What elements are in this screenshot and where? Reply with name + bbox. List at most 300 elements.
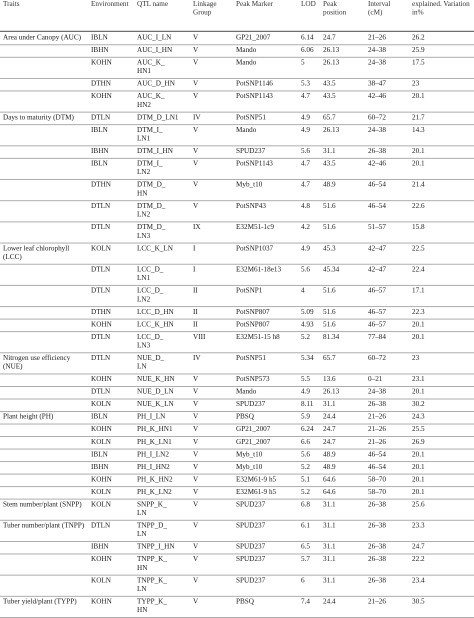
cell-lod: 5.6 — [301, 450, 310, 459]
table-row — [0, 575, 474, 596]
cell-peak: 48.9 — [323, 463, 336, 471]
table-row — [0, 449, 474, 462]
table-row — [0, 520, 474, 541]
cell-lod: 5.2 — [301, 463, 310, 471]
table-row — [0, 44, 474, 57]
cell-marker: PotSNP807 — [236, 320, 270, 329]
cell-var: 17.1 — [412, 286, 425, 295]
cell-env: KOLN — [91, 500, 111, 509]
cell-marker: PotSNP1037 — [236, 244, 274, 253]
cell-trait: Days to maturity (DTM) — [3, 113, 74, 122]
cell-interval: 42–46 — [368, 92, 386, 101]
cell-lg: VIII — [193, 333, 206, 341]
cell-interval: 24–38 — [368, 387, 386, 396]
cell-lg: V — [193, 400, 199, 409]
cell-lg: V — [193, 450, 199, 459]
cell-lg: V — [193, 597, 199, 606]
table-row — [0, 553, 474, 574]
cell-peak: 31.1 — [323, 147, 336, 155]
cell-qtl: AUC_I_HN — [137, 46, 173, 54]
cell-marker: PotSNP807 — [236, 308, 270, 316]
cell-lg: V — [193, 202, 199, 210]
cell-var: 21.7 — [412, 113, 425, 122]
cell-interval: 38–47 — [368, 79, 386, 88]
table-row — [0, 386, 474, 399]
cell-qtl: AUC_I_LN — [137, 33, 172, 42]
cell-lg: V — [193, 46, 199, 54]
cell-interval: 26–38 — [368, 555, 386, 564]
cell-lod: 5 — [301, 58, 305, 67]
cell-lod: 5.09 — [301, 308, 314, 316]
cell-qtl: LCC_D_ LN2 — [137, 286, 164, 304]
cell-trait: Stem number/plant (SNPP) — [3, 500, 82, 509]
cell-peak: 26.13 — [323, 46, 340, 54]
cell-marker: PotSNP51 — [236, 113, 266, 122]
cell-peak: 26.13 — [323, 58, 340, 67]
cell-qtl: PH_K_LN2 — [137, 488, 172, 496]
cell-var: 20.1 — [412, 333, 425, 341]
cell-marker: PBSQ — [236, 597, 254, 606]
cell-marker: PBSQ — [236, 412, 254, 421]
cell-env: IBLN — [91, 126, 108, 134]
cell-var: 20.1 — [412, 387, 425, 396]
cell-lod: 6.24 — [301, 425, 314, 434]
cell-env: KOLN — [91, 400, 111, 409]
cell-peak: 13.6 — [323, 375, 336, 384]
cell-interval: 26–38 — [368, 147, 386, 155]
cell-env: DTHN — [91, 308, 111, 316]
cell-peak: 51.6 — [323, 320, 336, 329]
cell-var: 25.9 — [412, 46, 425, 54]
cell-marker: E32M61-9 h5 — [236, 488, 277, 496]
cell-marker: SPUD237 — [236, 400, 266, 409]
cell-qtl: DTM_D_LN1 — [137, 113, 179, 122]
cell-lod: 7.4 — [301, 597, 310, 606]
cell-interval: 42–47 — [368, 244, 386, 253]
cell-peak: 24.4 — [323, 412, 336, 421]
cell-env: KOLN — [91, 244, 111, 253]
cell-peak: 45.3 — [323, 244, 336, 253]
cell-interval: 26–38 — [368, 400, 386, 409]
cell-env: IBHN — [91, 147, 109, 155]
cell-qtl: TYPP_K_ HN — [137, 597, 167, 615]
cell-lg: V — [193, 500, 199, 509]
cell-lg: II — [193, 320, 198, 329]
cell-env: DTLN — [91, 387, 111, 396]
table-row — [0, 78, 474, 91]
cell-env: KOHN — [91, 475, 112, 484]
table-row — [0, 486, 474, 499]
cell-qtl: TNPP_I_HN — [137, 542, 175, 551]
cell-var: 20.1 — [412, 450, 425, 459]
cell-lod: 6.14 — [301, 33, 314, 42]
table-row — [0, 264, 474, 285]
cell-peak: 26.13 — [323, 126, 340, 134]
cell-qtl: TNPP_K_ LN — [137, 576, 167, 593]
cell-interval: 58–70 — [368, 475, 386, 484]
cell-env: KOHN — [91, 597, 112, 606]
cell-env: KOHN — [91, 92, 112, 101]
cell-lg: V — [193, 463, 199, 471]
cell-var: 14.3 — [412, 126, 425, 134]
column-header-marker: Peak Marker — [236, 0, 273, 8]
cell-var: 22.4 — [412, 265, 425, 274]
cell-interval: 46–57 — [368, 308, 386, 316]
cell-lg: IV — [193, 113, 201, 122]
cell-env: DTLN — [91, 202, 111, 210]
cell-marker: SPUD237 — [236, 500, 266, 509]
table-row — [0, 145, 474, 158]
cell-peak: 43.5 — [323, 79, 336, 88]
table-row — [0, 306, 474, 319]
cell-lod: 4.93 — [301, 320, 314, 329]
table-row — [0, 57, 474, 78]
table-row — [0, 285, 474, 306]
cell-var: 25.6 — [412, 500, 425, 509]
table-row — [0, 436, 474, 449]
cell-qtl: PH_I_LN2 — [137, 450, 169, 459]
cell-interval: 24–38 — [368, 126, 386, 134]
cell-env: IBLN — [91, 159, 108, 168]
cell-lod: 8.11 — [301, 400, 314, 409]
cell-var: 23.4 — [412, 576, 425, 585]
cell-marker: E32M61-9 h5 — [236, 475, 277, 484]
cell-var: 22.2 — [412, 555, 425, 564]
cell-lod: 5.34 — [301, 354, 314, 362]
cell-env: IBLN — [91, 450, 108, 459]
cell-marker: E32M51-15 h8 — [236, 333, 280, 341]
cell-qtl: LCC_K_LN — [137, 244, 173, 253]
cell-peak: 45.34 — [323, 265, 340, 274]
cell-qtl: PH_K_HN2 — [137, 475, 173, 484]
table-header — [0, 0, 474, 32]
cell-interval: 60–72 — [368, 113, 386, 122]
cell-interval: 46–54 — [368, 180, 386, 189]
cell-lod: 5.3 — [301, 79, 310, 88]
cell-peak: 24.4 — [323, 597, 336, 606]
cell-peak: 31.1 — [323, 400, 336, 409]
cell-lg: II — [193, 286, 198, 295]
cell-trait: Nitrogen use efficiency (NUE) — [3, 354, 71, 371]
cell-qtl: TNPP_K_ HN — [137, 555, 167, 572]
cell-qtl: PH_K_LN1 — [137, 437, 172, 446]
cell-marker: SPUD237 — [236, 542, 266, 551]
cell-lg: I — [193, 244, 196, 253]
cell-var: 30.5 — [412, 597, 425, 606]
cell-lg: V — [193, 521, 199, 530]
cell-var: 26.9 — [412, 437, 425, 446]
table-row — [0, 319, 474, 332]
column-header-interval: Interval (cM) — [368, 0, 391, 17]
cell-marker: E32M51-1c9 — [236, 223, 274, 232]
cell-marker: GP21_2007 — [236, 425, 271, 434]
table-row — [0, 221, 474, 242]
cell-interval: 46–57 — [368, 320, 386, 329]
cell-env: KOHN — [91, 320, 112, 329]
table-row — [0, 200, 474, 221]
cell-interval: 26–38 — [368, 576, 386, 585]
cell-qtl: TNPP_D_ LN — [137, 521, 167, 539]
cell-marker: PotSNP1146 — [236, 79, 273, 88]
cell-var: 23.3 — [412, 521, 425, 530]
cell-lod: 4.8 — [301, 202, 310, 210]
column-header-trait: Traits — [3, 0, 20, 8]
cell-peak: 81.34 — [323, 333, 340, 341]
cell-env: DTHN — [91, 79, 111, 88]
cell-marker: SPUD237 — [236, 555, 266, 564]
cell-interval: 21–26 — [368, 33, 386, 42]
cell-qtl: AUC_D_HN — [137, 79, 175, 88]
cell-env: DTHN — [91, 180, 111, 189]
cell-peak: 51.6 — [323, 308, 336, 316]
cell-var: 20.1 — [412, 159, 425, 168]
cell-trait: Lower leaf chlorophyll (LCC) — [3, 244, 70, 261]
cell-lod: 4.9 — [301, 126, 310, 134]
cell-interval: 21–26 — [368, 425, 386, 434]
cell-qtl: DTM_I_HN — [137, 147, 173, 155]
cell-var: 20.1 — [412, 475, 425, 484]
column-header-lod: LOD — [301, 0, 316, 8]
cell-var: 30.2 — [412, 400, 425, 409]
cell-lg: V — [193, 555, 199, 564]
cell-qtl: DTM_D_ HN — [137, 180, 166, 198]
cell-lg: V — [193, 79, 199, 88]
cell-lg: V — [193, 147, 199, 155]
cell-peak: 24.7 — [323, 437, 336, 446]
cell-qtl: DTM_D_ LN3 — [137, 223, 166, 240]
cell-marker: SPUD237 — [236, 576, 266, 585]
cell-lod: 4.7 — [301, 92, 310, 101]
table-row — [0, 596, 474, 617]
column-header-env: Environment — [91, 0, 129, 8]
cell-lod: 6.5 — [301, 542, 310, 551]
cell-lod: 6.6 — [301, 437, 310, 446]
cell-lg: V — [193, 375, 199, 384]
cell-env: IBHN — [91, 46, 109, 54]
cell-lg: II — [193, 308, 198, 316]
cell-marker: PotSNP1143 — [236, 92, 273, 101]
cell-lod: 4.2 — [301, 223, 310, 232]
cell-var: 23.1 — [412, 375, 425, 384]
cell-var: 22.5 — [412, 244, 425, 253]
cell-marker: Myb_t10 — [236, 463, 263, 471]
table-row — [0, 411, 474, 424]
cell-lod: 6.06 — [301, 46, 314, 54]
table-row — [0, 399, 474, 412]
cell-lod: 5.9 — [301, 412, 310, 421]
cell-lod: 4.7 — [301, 159, 310, 168]
cell-var: 17.5 — [412, 58, 425, 67]
cell-interval: 26–38 — [368, 542, 386, 551]
cell-peak: 31.1 — [323, 576, 336, 585]
column-header-var: explained. Variation in% — [412, 0, 470, 17]
cell-marker: PotSNP51 — [236, 354, 266, 362]
cell-var: 20.1 — [412, 320, 425, 329]
cell-interval: 58–70 — [368, 488, 386, 496]
cell-trait: Area under Canopy (AUC) — [3, 33, 82, 42]
cell-lg: V — [193, 92, 199, 101]
table-row — [0, 499, 474, 520]
cell-trait: Plant height (PH) — [3, 412, 54, 421]
cell-peak: 31.1 — [323, 500, 336, 509]
table-row — [0, 90, 474, 111]
cell-lg: IX — [193, 223, 201, 232]
cell-env: DTLN — [91, 113, 111, 122]
cell-lod: 4.7 — [301, 180, 310, 189]
cell-env: DTLN — [91, 333, 111, 341]
table-row — [0, 352, 474, 373]
cell-var: 20.1 — [412, 92, 425, 101]
cell-interval: 46–54 — [368, 202, 386, 210]
cell-lg: V — [193, 33, 199, 42]
cell-lg: I — [193, 265, 196, 274]
cell-lod: 5.1 — [301, 475, 310, 484]
cell-peak: 43.5 — [323, 159, 336, 168]
cell-qtl: LCC_D_ LN1 — [137, 265, 164, 283]
cell-interval: 0–21 — [368, 375, 383, 384]
cell-peak: 51.6 — [323, 223, 336, 232]
cell-qtl: AUC_K_ HN1 — [137, 58, 165, 76]
cell-env: IBHN — [91, 542, 109, 551]
cell-marker: SPUD237 — [236, 521, 266, 530]
cell-lg: V — [193, 475, 199, 484]
cell-peak: 64.6 — [323, 475, 336, 484]
cell-peak: 31.1 — [323, 555, 336, 564]
column-header-lg: Linkage Group — [193, 0, 217, 17]
cell-interval: 46–54 — [368, 463, 386, 471]
cell-env: KOHN — [91, 425, 112, 434]
cell-lod: 4.9 — [301, 113, 310, 122]
cell-lg: V — [193, 542, 199, 551]
cell-interval: 46–57 — [368, 286, 386, 295]
cell-interval: 42–46 — [368, 159, 386, 168]
cell-lod: 5.5 — [301, 375, 310, 384]
cell-interval: 21–26 — [368, 597, 386, 606]
cell-marker: Mando — [236, 387, 257, 396]
cell-marker: PotSNP573 — [236, 375, 270, 384]
cell-env: DTLN — [91, 521, 111, 530]
cell-trait: Tuber yield/plant (TYPP) — [3, 597, 77, 606]
cell-marker: SPUD237 — [236, 147, 266, 155]
cell-lod: 5.6 — [301, 265, 310, 274]
cell-lod: 5.2 — [301, 488, 310, 496]
table-row — [0, 541, 474, 554]
cell-var: 20.1 — [412, 463, 425, 471]
cell-qtl: PH_K_HN1 — [137, 425, 173, 434]
cell-lg: V — [193, 159, 199, 168]
cell-marker: Mando — [236, 58, 257, 67]
cell-lg: V — [193, 437, 199, 446]
cell-interval: 77–84 — [368, 333, 386, 341]
cell-env: KOLN — [91, 437, 111, 446]
cell-var: 24.3 — [412, 412, 425, 421]
cell-marker: GP21_2007 — [236, 437, 271, 446]
cell-lg: V — [193, 576, 199, 585]
cell-var: 20.1 — [412, 147, 425, 155]
cell-qtl: DTM_I_ LN1 — [137, 126, 163, 143]
table-row — [0, 424, 474, 437]
cell-qtl: NUE_K_LN — [137, 400, 174, 409]
cell-peak: 48.9 — [323, 180, 336, 189]
cell-env: KOHN — [91, 555, 112, 564]
cell-var: 24.7 — [412, 542, 425, 551]
cell-lg: V — [193, 58, 199, 67]
column-header-peak: Peak position — [323, 0, 347, 17]
cell-env: DTLN — [91, 223, 111, 232]
cell-peak: 64.6 — [323, 488, 336, 496]
cell-qtl: LCC_K_HN — [137, 320, 174, 329]
cell-qtl: NUE_D_LN — [137, 387, 174, 396]
cell-lg: V — [193, 180, 199, 189]
cell-interval: 24–38 — [368, 58, 386, 67]
cell-env: KOLN — [91, 576, 111, 585]
table-row — [0, 124, 474, 145]
cell-lod: 6 — [301, 576, 305, 585]
cell-interval: 46–54 — [368, 450, 386, 459]
cell-lg: V — [193, 126, 199, 134]
table-row — [0, 461, 474, 474]
cell-interval: 21–26 — [368, 412, 386, 421]
cell-var: 22.3 — [412, 308, 425, 316]
table-row — [0, 331, 474, 352]
cell-lod: 4 — [301, 286, 305, 295]
cell-marker: PotSNP1 — [236, 286, 263, 295]
cell-marker: Mando — [236, 126, 257, 134]
cell-env: IBLN — [91, 33, 108, 42]
cell-var: 22.6 — [412, 202, 425, 210]
cell-qtl: PH_I_LN — [137, 412, 166, 421]
cell-env: DTLN — [91, 354, 111, 362]
cell-peak: 65.7 — [323, 354, 336, 362]
table-row — [0, 179, 474, 200]
cell-lod: 6.8 — [301, 500, 310, 509]
cell-marker: PotSNP43 — [236, 202, 266, 210]
cell-peak: 51.6 — [323, 286, 336, 295]
table-row — [0, 474, 474, 487]
cell-lg: V — [193, 425, 199, 434]
cell-lod: 5.6 — [301, 147, 310, 155]
cell-var: 21.4 — [412, 180, 425, 189]
cell-qtl: DTM_D_ LN2 — [137, 202, 166, 219]
cell-var: 26.2 — [412, 33, 425, 42]
cell-lod: 5.7 — [301, 555, 310, 564]
cell-trait: Tuber number/plant (TNPP) — [3, 521, 85, 530]
cell-var: 15.8 — [412, 223, 425, 232]
cell-peak: 24.7 — [323, 425, 336, 434]
cell-qtl: AUC_K_ HN2 — [137, 92, 165, 109]
table-row — [0, 243, 474, 264]
cell-env: DTLN — [91, 265, 111, 274]
cell-marker: Mando — [236, 46, 257, 54]
cell-qtl: LCC_D_HN — [137, 308, 174, 316]
cell-lg: IV — [193, 354, 201, 362]
cell-env: KOLN — [91, 488, 111, 496]
cell-lod: 5.2 — [301, 333, 310, 341]
cell-qtl: PH_I_HN2 — [137, 463, 170, 471]
cell-var: 23 — [412, 354, 420, 362]
cell-interval: 51–57 — [368, 223, 386, 232]
cell-marker: Myb_t10 — [236, 180, 263, 189]
cell-peak: 24.7 — [323, 33, 336, 42]
cell-qtl: LCC_D_ LN3 — [137, 333, 164, 350]
cell-env: DTLN — [91, 286, 111, 295]
table-row — [0, 158, 474, 179]
cell-qtl: NUE_K_HN — [137, 375, 175, 384]
cell-peak: 26.13 — [323, 387, 340, 396]
cell-interval: 42–47 — [368, 265, 386, 274]
cell-peak: 43.5 — [323, 92, 336, 101]
cell-lod: 6.1 — [301, 521, 310, 530]
